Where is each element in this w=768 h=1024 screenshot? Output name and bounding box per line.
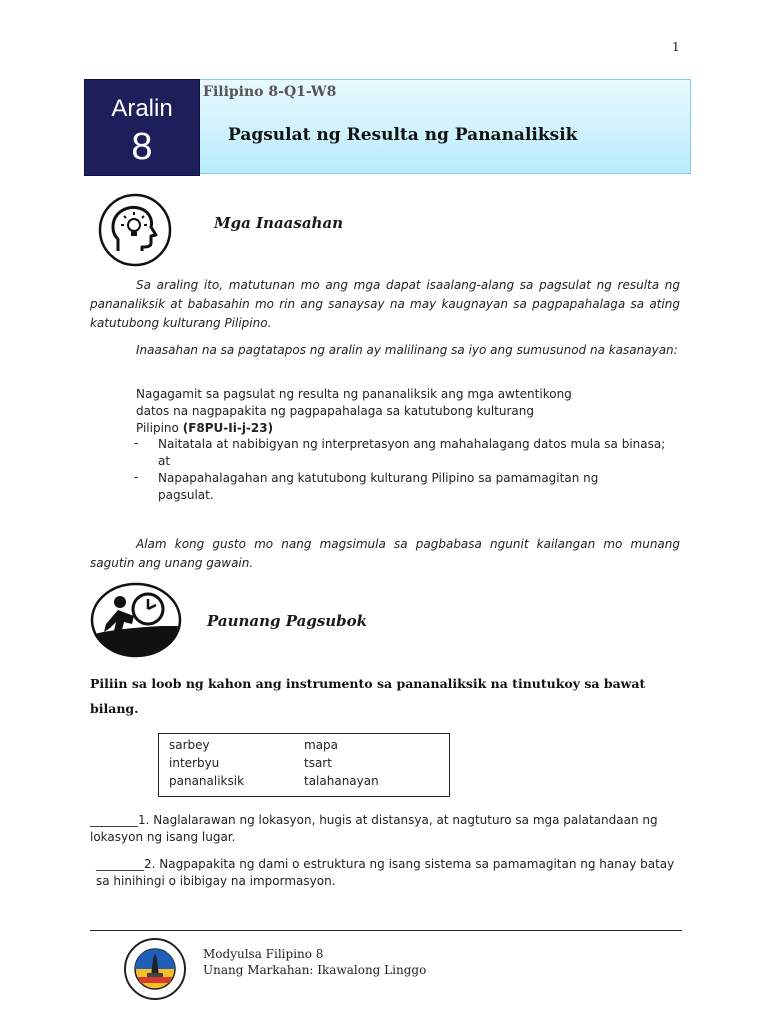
instruction: Piliin sa loob ng kahon ang instrumento sa pananaliksik na tinutukoy sa bawat bilang. — [90, 676, 646, 716]
footer-line2: Unang Markahan: Ikawalong Linggo — [203, 963, 427, 977]
intro-paragraph: Sa araling ito, matutunan mo ang mga dapat isaalang-alang sa pagsulat ng resulta ng pananaliksik at babasahin mo rin ang sanaysay na may kaugnayan sa pagpapahalaga sa ating katutubong kulturang Pilipino. — [90, 278, 680, 330]
footer-divider — [90, 930, 682, 931]
expectation-intro: Inaasahan na sa pagtatapos ng aralin ay malilinang sa iyo ang sumusunod na kasanayan: — [136, 343, 678, 357]
objective-line: Nagagamit sa pagsulat ng resulta ng pananaliksik ang mga awtentikong — [136, 387, 572, 401]
closing-paragraph: Alam kong gusto mo nang magsimula sa pagbabasa ngunit kailangan mo munang sagutin ang unang gawain. — [90, 537, 680, 570]
question-item: ________1. Naglalarawan ng lokasyon, hugis at distansya, at nagtuturo sa mga palatandaan ng lokasyon ng isang lugar. — [90, 813, 658, 844]
sdo-caloocan-seal — [114, 937, 196, 1001]
aralin-badge — [84, 79, 200, 176]
bullet-marker: - — [134, 436, 139, 450]
question-item: ________2. Nagpapakita ng dami o estruktura ng isang sistema sa pamamagitan ng hanay batay sa hinihingi o ibibigay na impormasyon. — [96, 857, 675, 888]
choice-item: pananaliksik — [169, 774, 245, 788]
objective-line-end: Pilipino — [136, 421, 179, 435]
choice-item: tsart — [304, 756, 332, 770]
objective-line — [136, 420, 681, 437]
head-lightbulb-icon — [98, 193, 172, 267]
section-title-mga-inaasahan: Mga Inaasahan — [214, 214, 344, 232]
choices-box — [158, 733, 450, 797]
person-pushing-clock-icon — [90, 582, 182, 658]
footer-line1: Modyulsa Filipino 8 — [203, 947, 324, 961]
bullet-marker: - — [134, 470, 139, 484]
course-code: Filipino 8-Q1-W8 — [203, 84, 337, 100]
objective-bullet — [158, 470, 648, 504]
objective-bullet-text: Napapahalagahan ang katutubong kulturang Pilipino sa pamamagitan ng pagsulat. — [158, 471, 599, 502]
objective-bullet: Naitatala at nabibigyan ng interpretasyon ang mahahalagang datos mula sa binasa; at — [158, 437, 666, 468]
lesson-title: Pagsulat ng Resulta ng Pananaliksik — [228, 125, 578, 145]
choice-item: sarbey — [169, 738, 210, 752]
objective-line: datos na nagpapakita ng pagpapahalaga sa katutubong kulturang — [136, 404, 534, 418]
page-number: 1 — [672, 40, 680, 54]
section-title-paunang-pagsubok: Paunang Pagsubok — [207, 612, 368, 630]
objective-main — [136, 386, 681, 437]
choice-item: talahanayan — [304, 774, 379, 788]
aralin-label: Aralin — [111, 95, 173, 122]
competency-code: (F8PU-Ii-j-23) — [182, 421, 274, 435]
choice-item: mapa — [304, 738, 339, 752]
choice-item: interbyu — [169, 756, 220, 770]
aralin-number: 8 — [131, 126, 153, 168]
